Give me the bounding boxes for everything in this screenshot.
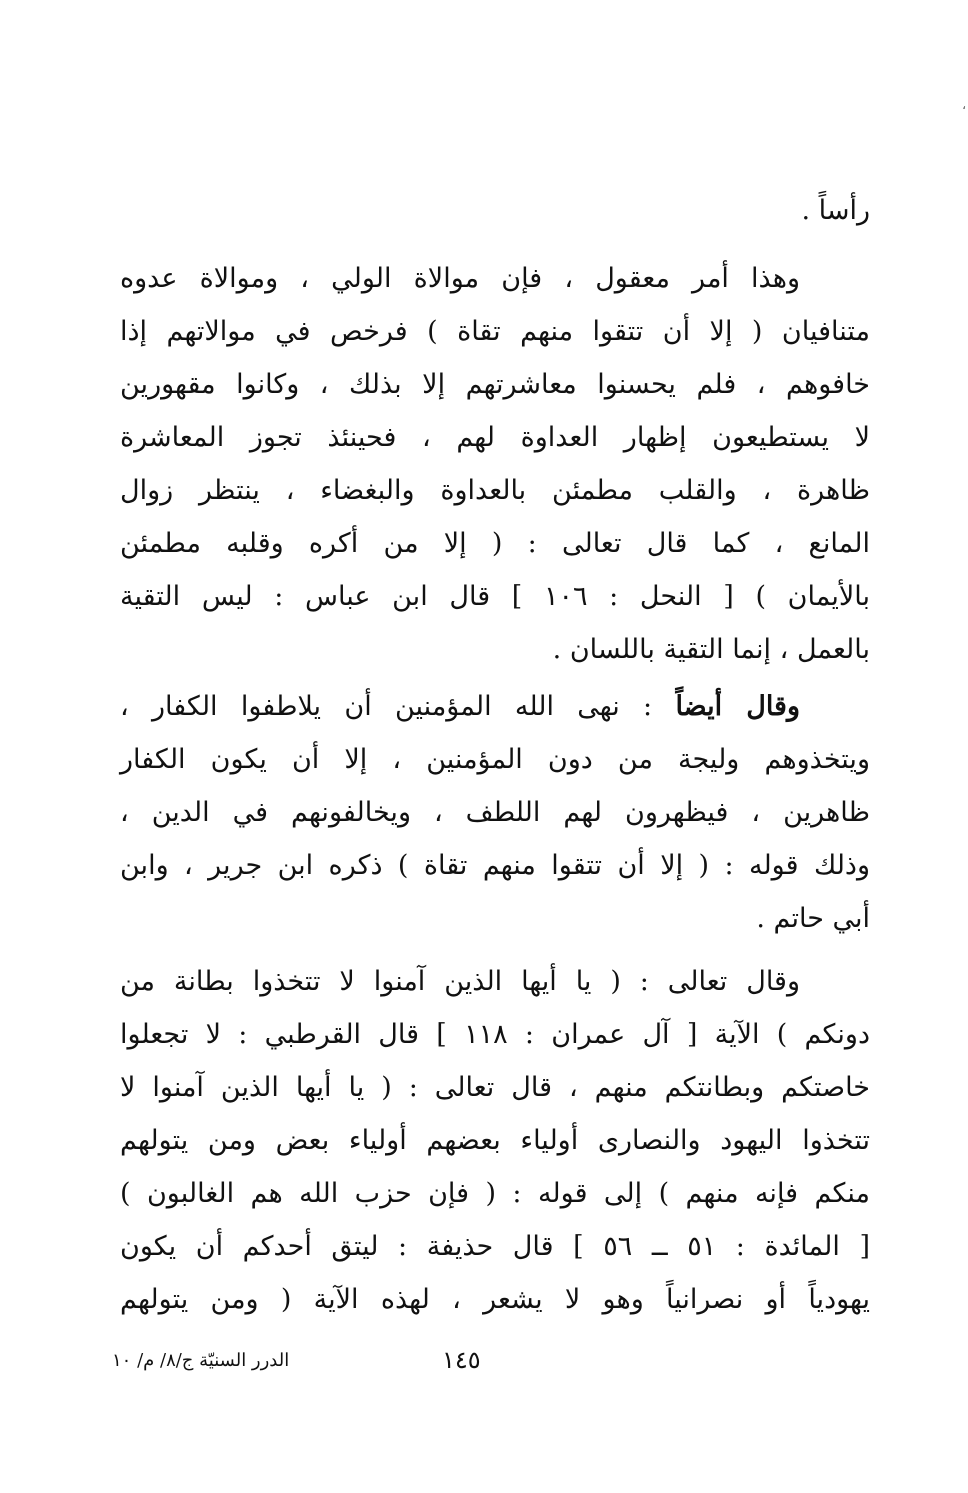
text-line: ويتخذوهم وليجة من دون المؤمنين ، إلا أن يكون الكفار — [120, 744, 870, 775]
text-line: خاصتكم وبطانتكم منهم ، قال تعالى : ( يا أيها الذين آمنوا لا — [120, 1072, 870, 1103]
text-line: لا يستطيعون إظهار العداوة لهم ، فحينئذ تجوز المعاشرة — [120, 422, 870, 453]
text-line: تتخذوا اليهود والنصارى أولياء بعضهم أولياء بعض ومن يتولهم — [120, 1125, 870, 1156]
text-line: وقال تعالى : ( يا أيها الذين آمنوا لا تتخذوا بطانة من — [120, 966, 800, 997]
text-line: وهذا أمر معقول ، فإن موالاة الولي ، وموالاة عدوه — [120, 263, 800, 294]
text-line: بالأيمان ) [ النحل : ١٠٦ ] قال ابن عباس : ليس التقية — [120, 581, 870, 612]
paragraph-3 — [120, 955, 870, 1326]
page-footer — [0, 1340, 968, 1380]
text-line: ظاهرة ، والقلب مطمئن بالعداوة والبغضاء ، ينتظر زوال — [120, 475, 870, 506]
text-line: يهودياً أو نصرانياً وهو لا يشعر ، لهذه الآية ( ومن يتولهم — [120, 1284, 870, 1315]
text-line: رأساً . — [801, 195, 870, 226]
text-line: وذلك قوله : ( إلا أن تتقوا منهم تقاة ) ذكره ابن جرير ، وابن — [120, 850, 870, 881]
page-number: ١٤٥ — [442, 1346, 481, 1374]
text-line: أبي حاتم . — [756, 903, 870, 934]
text-line: ظاهرين ، فيظهرون لهم اللطف ، ويخالفونهم في الدين ، — [120, 797, 870, 828]
text-line: متنافيان ( إلا أن تتقوا منهم تقاة ) فرخص في موالاتهم إذا — [120, 316, 870, 347]
paragraph-0 — [120, 184, 870, 237]
text-line: [ المائدة : ٥١ ــ ٥٦ ] قال حذيفة : ليتق أحدكم أن يكون — [120, 1231, 870, 1262]
paragraph-2 — [120, 680, 870, 945]
series-note: الدرر السنيّة ج/٨/ م/ ١٠ — [112, 1350, 290, 1371]
text-line: دونكم ) الآية [ آل عمران : ١١٨ ] قال القرطبي : لا تجعلوا — [120, 1019, 870, 1050]
lead-phrase: وقال أيضاً — [675, 691, 800, 722]
text-line: منكم فإنه منهم ) إلى قوله : ( فإن حزب الله هم الغالبون ) — [120, 1178, 870, 1209]
text-line: بالعمل ، إنما التقية باللسان . — [552, 634, 870, 665]
paragraph-1 — [120, 252, 870, 676]
text-line: المانع ، كما قال تعالى : ( إلا من أكره وقلبه مطمئن — [120, 528, 870, 559]
margin-mark: ، — [962, 98, 966, 112]
text-line — [120, 680, 870, 733]
lead-rest: : نهى الله المؤمنين أن يلاطفوا الكفار ، — [120, 691, 676, 722]
text-line: خافوهم ، فلم يحسنوا معاشرتهم إلا بذلك ، وكانوا مقهورين — [120, 369, 870, 400]
